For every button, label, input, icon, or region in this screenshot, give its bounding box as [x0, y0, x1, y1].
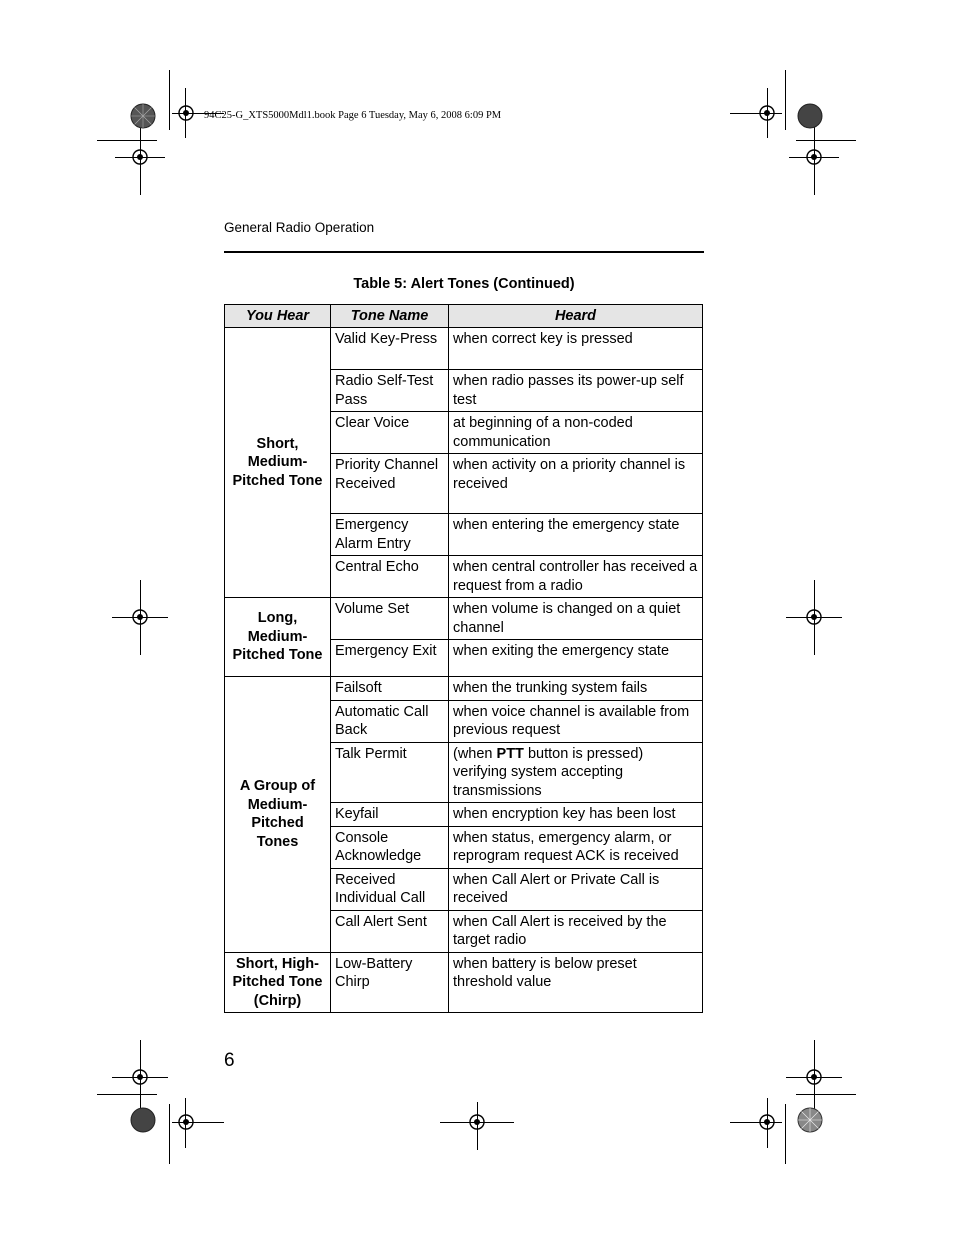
heard-cell: when radio passes its power-up self test — [449, 370, 703, 412]
tone-name-cell: Priority Channel Received — [331, 454, 449, 514]
registration-target-icon — [755, 101, 779, 125]
registration-target-icon — [128, 145, 152, 169]
ptt-keyword: PTT — [496, 745, 524, 762]
starburst-disc-icon — [130, 103, 156, 129]
registration-target-icon — [755, 1110, 779, 1134]
tone-name-cell: Volume Set — [331, 598, 449, 640]
heard-cell — [449, 742, 703, 803]
table-row — [225, 598, 703, 640]
starburst-disc-icon — [797, 103, 823, 129]
column-header-heard: Heard — [449, 305, 703, 328]
heard-cell: when Call Alert or Private Call is received — [449, 868, 703, 910]
heard-cell: when encryption key has been lost — [449, 803, 703, 827]
table-row — [225, 328, 703, 370]
heard-cell: when status, emergency alarm, or reprogram request ACK is received — [449, 826, 703, 868]
column-header-tone-name: Tone Name — [331, 305, 449, 328]
heard-cell: when battery is below preset threshold value — [449, 952, 703, 1013]
registration-target-icon — [802, 605, 826, 629]
tone-name-cell: Received Individual Call — [331, 868, 449, 910]
tone-name-cell: Failsoft — [331, 677, 449, 701]
heard-cell: when the trunking system fails — [449, 677, 703, 701]
heard-cell: when voice channel is available from previous request — [449, 700, 703, 742]
column-header-you-hear: You Hear — [225, 305, 331, 328]
heard-cell: at beginning of a non-coded communication — [449, 412, 703, 454]
running-header: General Radio Operation — [224, 220, 375, 235]
heard-cell: when correct key is pressed — [449, 328, 703, 370]
page-number: 6 — [224, 1050, 235, 1071]
tone-name-cell: Central Echo — [331, 556, 449, 598]
heard-cell: when central controller has received a request from a radio — [449, 556, 703, 598]
registration-target-icon — [802, 1065, 826, 1089]
registration-target-icon — [174, 101, 198, 125]
tone-name-cell: Valid Key-Press — [331, 328, 449, 370]
group-label: A Group of Medium-Pitched Tones — [225, 677, 331, 953]
heard-cell: when Call Alert is received by the target radio — [449, 910, 703, 952]
heard-cell: when entering the emergency state — [449, 514, 703, 556]
tone-name-cell: Clear Voice — [331, 412, 449, 454]
header-rule — [224, 251, 704, 253]
tone-name-cell: Emergency Alarm Entry — [331, 514, 449, 556]
heard-cell: when volume is changed on a quiet channel — [449, 598, 703, 640]
book-file-line: 94C25-G_XTS5000Mdl1.book Page 6 Tuesday, May 6, 2008 6:09 PM — [204, 110, 502, 121]
tone-name-cell: Low-Battery Chirp — [331, 952, 449, 1013]
registration-target-icon — [128, 605, 152, 629]
registration-target-icon — [174, 1110, 198, 1134]
tone-name-cell: Radio Self-Test Pass — [331, 370, 449, 412]
heard-cell: when exiting the emergency state — [449, 640, 703, 677]
table-row — [225, 952, 703, 1013]
table-caption: Table 5: Alert Tones (Continued) — [353, 276, 575, 292]
table-header-row — [225, 305, 703, 328]
heard-cell: when activity on a priority channel is received — [449, 454, 703, 514]
heard-prefix: (when — [453, 745, 497, 762]
tone-name-cell: Console Acknowledge — [331, 826, 449, 868]
table-row — [225, 677, 703, 701]
group-label: Long, Medium-Pitched Tone — [225, 598, 331, 677]
registration-target-icon — [802, 145, 826, 169]
heard-suffix: button is pressed) verifying system accepting transmissions — [453, 745, 644, 799]
registration-target-icon — [465, 1110, 489, 1134]
registration-target-icon — [128, 1065, 152, 1089]
tone-name-cell: Automatic Call Back — [331, 700, 449, 742]
tone-name-cell: Emergency Exit — [331, 640, 449, 677]
starburst-disc-icon — [797, 1107, 823, 1133]
tone-name-cell: Talk Permit — [331, 742, 449, 803]
tone-name-cell: Call Alert Sent — [331, 910, 449, 952]
alert-tones-table — [224, 304, 703, 1013]
starburst-disc-icon — [130, 1107, 156, 1133]
group-label: Short, Medium-Pitched Tone — [225, 328, 331, 598]
tone-name-cell: Keyfail — [331, 803, 449, 827]
group-label: Short, High-Pitched Tone (Chirp) — [225, 952, 331, 1013]
